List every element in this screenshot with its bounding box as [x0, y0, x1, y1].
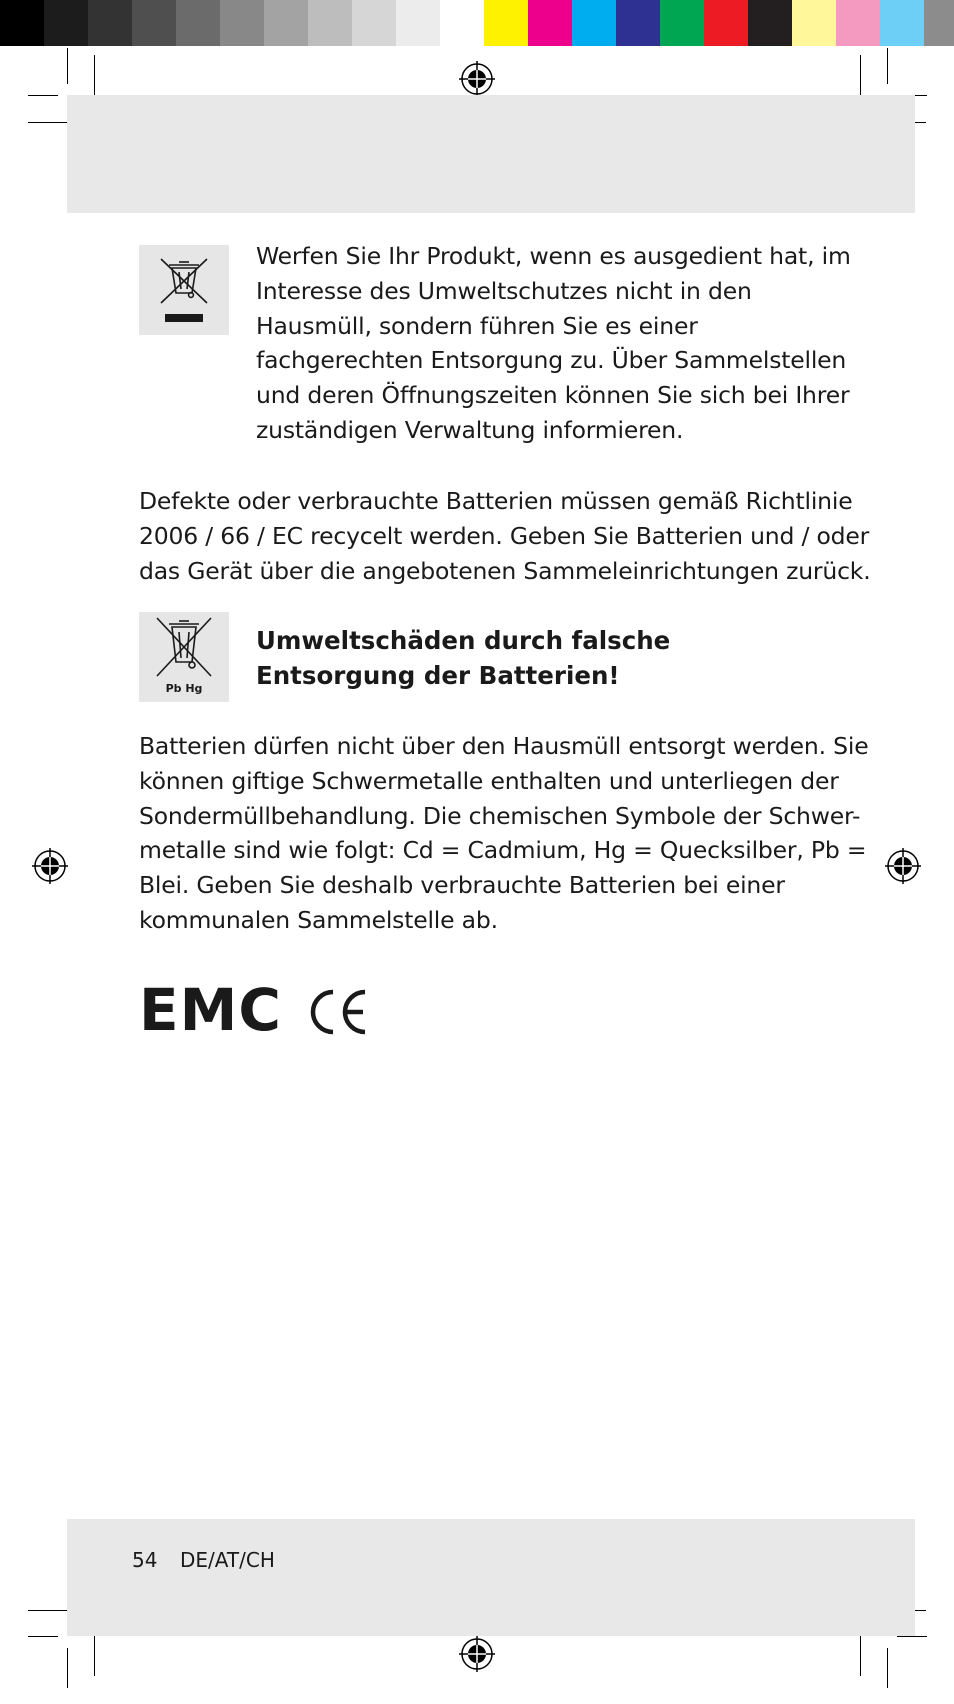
- color-swatch: [264, 0, 308, 46]
- crop-mark: [860, 1630, 861, 1676]
- registration-mark-bottom: [459, 1636, 495, 1672]
- color-calibration-strip: [484, 0, 954, 46]
- color-swatch: [880, 0, 924, 46]
- registration-mark-left: [32, 848, 68, 884]
- crop-mark: [67, 48, 68, 84]
- color-swatch: [440, 0, 484, 46]
- crop-mark: [887, 48, 888, 84]
- battery-icon-label: Pb Hg: [165, 682, 203, 695]
- crop-mark: [28, 95, 58, 96]
- gray-calibration-strip: [0, 0, 484, 46]
- crossed-bin-icon: [139, 245, 229, 335]
- color-swatch: [220, 0, 264, 46]
- color-swatch: [176, 0, 220, 46]
- warning-heading: Umweltschäden durch falsche Entsorgung der Batterien!: [256, 626, 671, 690]
- color-swatch: [660, 0, 704, 46]
- color-swatch: [836, 0, 880, 46]
- battery-icon-box: [139, 612, 229, 702]
- header-band: [67, 95, 915, 213]
- emc-label: EMC: [139, 976, 282, 1044]
- crop-mark: [897, 1636, 927, 1637]
- color-swatch: [792, 0, 836, 46]
- registration-mark-top: [459, 61, 495, 97]
- color-swatch: [748, 0, 792, 46]
- color-swatch: [0, 0, 44, 46]
- color-swatch: [484, 0, 528, 46]
- crop-mark: [67, 1648, 68, 1688]
- weee-icon-box: [139, 245, 229, 335]
- color-swatch: [308, 0, 352, 46]
- emc-ce-marks: [139, 976, 369, 1044]
- color-swatch: [528, 0, 572, 46]
- color-swatch: [572, 0, 616, 46]
- color-swatch: [88, 0, 132, 46]
- color-swatch: [352, 0, 396, 46]
- region-label: DE/AT/CH: [180, 1548, 275, 1572]
- crop-mark: [94, 1630, 95, 1676]
- registration-mark-right: [885, 848, 921, 884]
- color-swatch: [396, 0, 440, 46]
- color-swatch: [616, 0, 660, 46]
- color-swatch: [44, 0, 88, 46]
- color-swatch: [132, 0, 176, 46]
- color-swatch: [924, 0, 954, 46]
- disposal-paragraph: Werfen Sie Ihr Produkt, wenn es ausgedient hat, im Interesse des Umweltschutzes nicht in den Hausmüll, sondern führen Sie es einer fachgerechten Entsorgung zu. Über Sammelstellen und deren Öffnungszeiten können Sie sich bei Ihrer zuständigen Verwaltung informieren.: [256, 242, 851, 444]
- ce-mark-icon: [305, 988, 369, 1036]
- footer-band: [67, 1519, 915, 1636]
- battery-directive-paragraph: Defekte oder verbrauchte Batterien müssen gemäß Richtlinie 2006 / 66 / EC recycelt werden. Geben Sie Batterien und / oder das Gerät über die angebotenen Sammeleinrichtungen zurück.: [139, 487, 871, 585]
- crop-mark: [28, 1636, 58, 1637]
- color-swatch: [704, 0, 748, 46]
- crop-mark: [887, 1648, 888, 1688]
- page-number: 54: [132, 1548, 158, 1572]
- battery-paragraph: Batterien dürfen nicht über den Hausmüll entsorgt werden. Sie können giftige Schwermetalle enthalten und unterliegen der Sondermüllbehandlung. Die chemischen Symbole der Schwer-metalle sind wie folgt: Cd = Cadmium, Hg = Quecksilber, Pb = Blei. Geben Sie deshalb verbrauchte Batterien bei einer kommunalen Sammelstelle ab.: [139, 732, 869, 934]
